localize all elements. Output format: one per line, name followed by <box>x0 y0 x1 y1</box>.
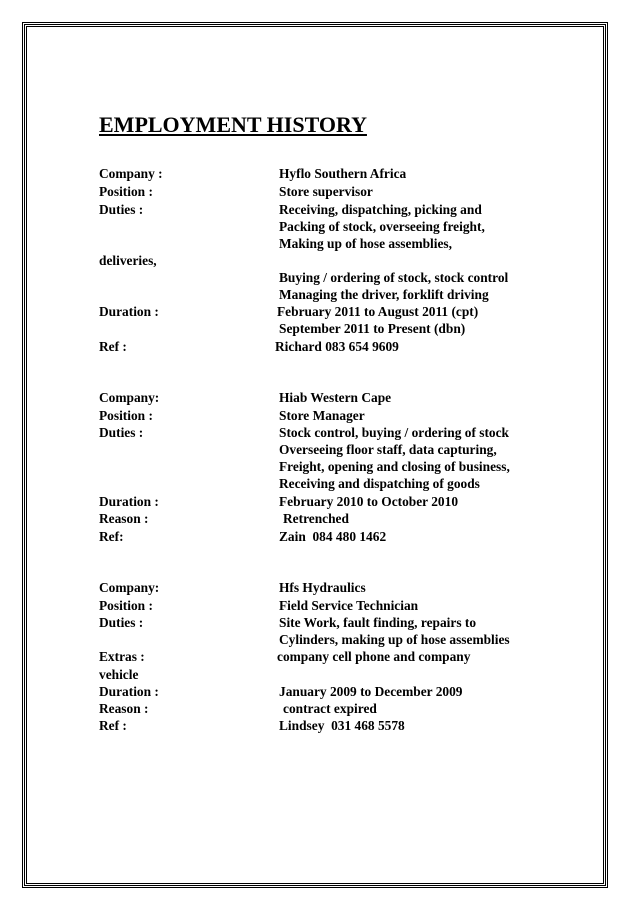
duties-line: Buying / ordering of stock, stock control <box>279 270 509 285</box>
duration-label: Duration : <box>99 494 159 509</box>
ref-label: Ref : <box>99 718 127 733</box>
duties-line: Freight, opening and closing of business, <box>279 459 510 474</box>
extras-value: company cell phone and company <box>277 649 471 664</box>
company-label: Company: <box>99 580 160 595</box>
position-value: Store supervisor <box>279 184 373 199</box>
duties-label: Duties : <box>99 202 144 217</box>
duties-line: Receiving and dispatching of goods <box>279 476 480 491</box>
position-label: Position : <box>99 408 153 423</box>
duration-value: February 2011 to August 2011 (cpt) <box>277 304 479 319</box>
company-label: Company: <box>99 390 160 405</box>
reason-value: Retrenched <box>283 511 349 526</box>
duties-label: Duties : <box>99 615 144 630</box>
duties-line-wrap: deliveries, <box>99 253 157 268</box>
duration-label: Duration : <box>99 684 159 699</box>
duties-line: Overseeing floor staff, data capturing, <box>279 442 497 457</box>
company-value: Hiab Western Cape <box>279 390 392 405</box>
duties-line: Cylinders, making up of hose assemblies <box>279 632 510 647</box>
ref-value: Zain 084 480 1462 <box>279 529 387 544</box>
duties-line: Site Work, fault finding, repairs to <box>279 615 477 630</box>
position-value: Field Service Technician <box>279 598 419 613</box>
extras-value-wrap: vehicle <box>99 667 139 682</box>
position-label: Position : <box>99 598 153 613</box>
duration-label: Duration : <box>99 304 159 319</box>
ref-value: Lindsey 031 468 5578 <box>279 718 405 733</box>
position-value: Store Manager <box>279 408 365 423</box>
company-label: Company : <box>99 166 163 181</box>
ref-value: Richard 083 654 9609 <box>275 339 399 354</box>
reason-value: contract expired <box>283 701 377 716</box>
extras-label: Extras : <box>99 649 145 664</box>
duties-label: Duties : <box>99 425 144 440</box>
company-value: Hfs Hydraulics <box>279 580 366 595</box>
ref-label: Ref: <box>99 529 124 544</box>
position-label: Position : <box>99 184 153 199</box>
duties-line: Stock control, buying / ordering of stock <box>279 425 510 440</box>
duration-value: February 2010 to October 2010 <box>279 494 459 509</box>
duration-value: September 2011 to Present (dbn) <box>279 321 466 336</box>
reason-label: Reason : <box>99 701 149 716</box>
page-title: EMPLOYMENT HISTORY <box>99 112 367 137</box>
duties-line: Managing the driver, forklift driving <box>279 287 489 302</box>
duties-line: Making up of hose assemblies, <box>279 236 452 251</box>
duties-line: Packing of stock, overseeing freight, <box>279 219 485 234</box>
ref-label: Ref : <box>99 339 127 354</box>
duties-line: Receiving, dispatching, picking and <box>279 202 482 217</box>
company-value: Hyflo Southern Africa <box>279 166 407 181</box>
duration-value: January 2009 to December 2009 <box>279 684 463 699</box>
reason-label: Reason : <box>99 511 149 526</box>
